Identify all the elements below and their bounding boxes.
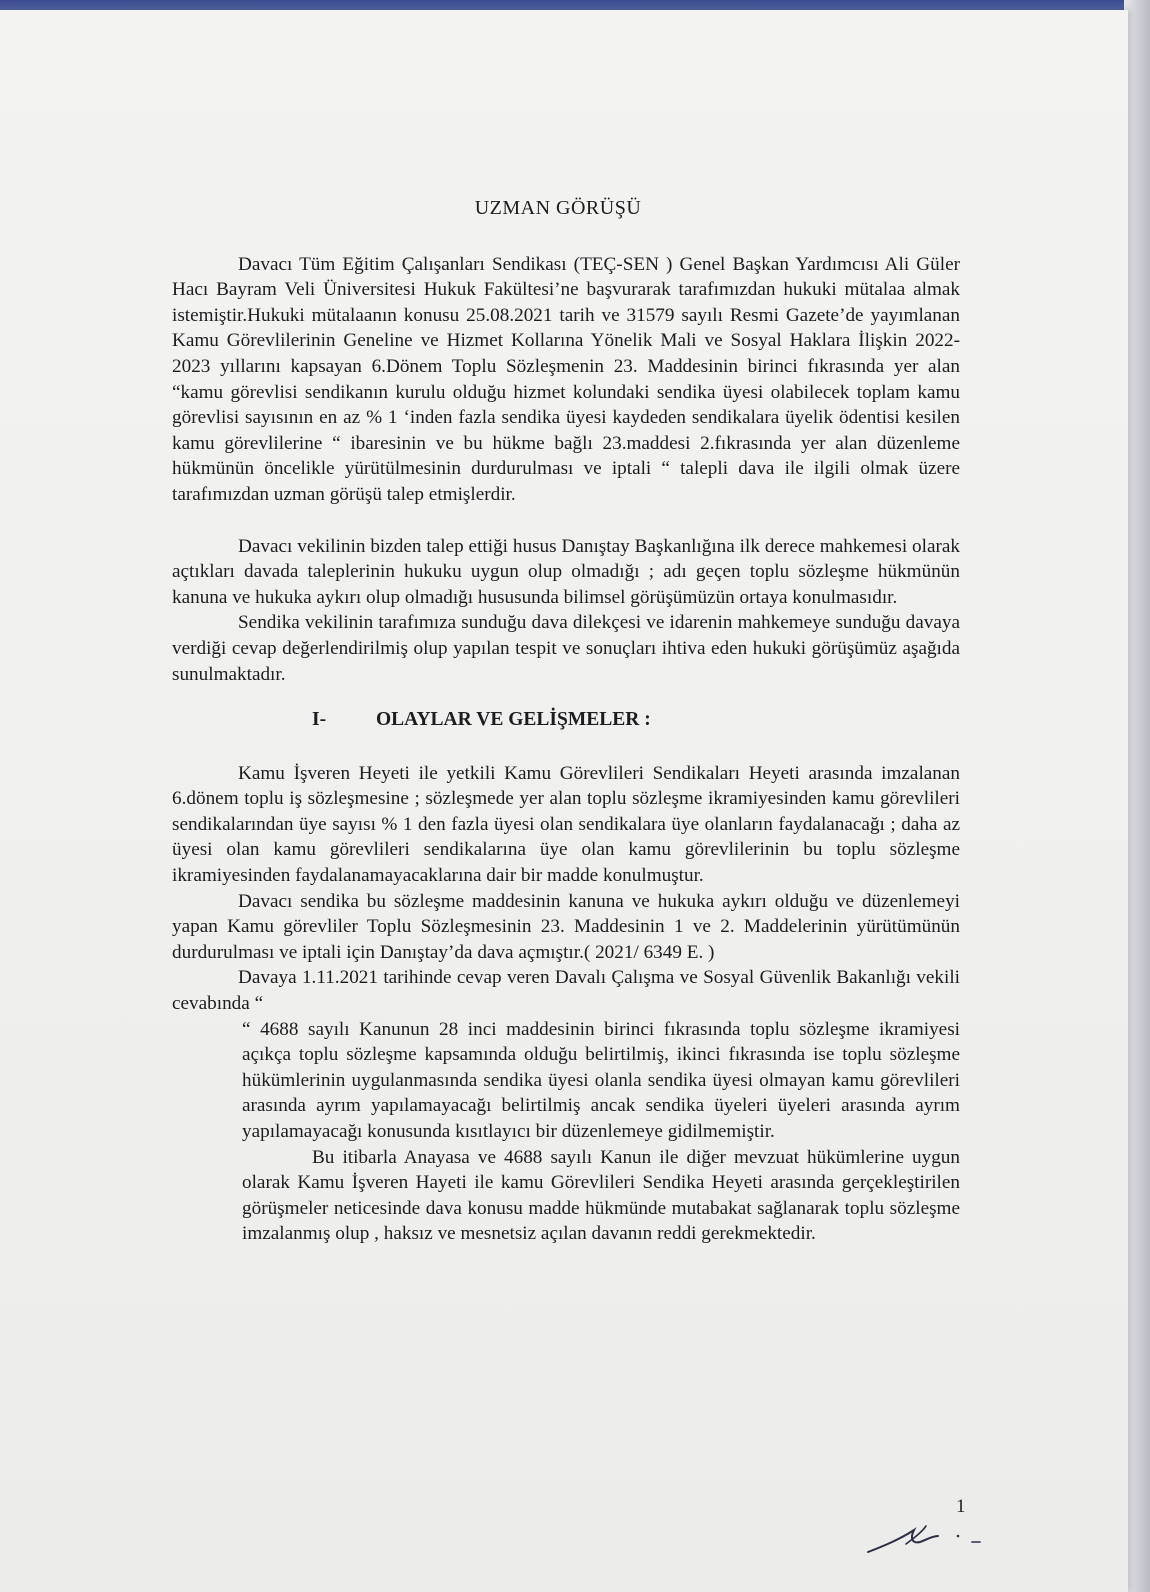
section-paragraph-2: Davacı sendika bu sözleşme maddesinin kanuna ve hukuka aykırı olduğu ve düzenlemeyi yapan Kamu görevliler Toplu Sözleşmesinin 23. Maddesinin 1 ve 2. Maddelerinin yürütümünün durdurulması ve iptali için Danıştay’da dava açmıştır.( 2021/ 6349 E. ) xyxy=(172,890,960,963)
document-title: UZMAN GÖRÜŞÜ xyxy=(474,197,642,219)
section-paragraph-1: Kamu İşveren Heyeti ile yetkili Kamu Görevlileri Sendikaları Heyeti arasında imzalanan 6.dönem toplu iş sözleşmesine ; sözleşmede yer alan toplu sözleşme ikramiyesinden kamu görevlileri sendikalarından üye sayısı % 1 den fazla üyesi olan sendikalara üye olanların faydalanacağı ; daha az üyesi olan kamu görevlileri sendikalarına üye olan kamu görevlilerinin bu toplu sözleşme ikramiyesinden faydalanamayacaklarına dair bir madde konulmuştur. xyxy=(172,762,960,887)
section-paragraph-3: Davaya 1.11.2021 tarihinde cevap veren Davalı Çalışma ve Sosyal Güvenlik Bakanlığı vekili cevabında “ xyxy=(172,967,960,1015)
quoted-response xyxy=(242,1017,960,1247)
intro-paragraph-1: Davacı Tüm Eğitim Çalışanları Sendikası (TEÇ-SEN ) Genel Başkan Yardımcısı Ali Güler Hacı Bayram Veli Üniversitesi Hukuk Fakültesi’ne başvurarak tarafımızdan hukuki mütalaa almak istemiştir.Hukuki mütalaanın konusu 25.08.2021 tarih ve 31579 sayılı Resmi Gazete’de yayımlanan Kamu Görevlilerinin Geneline ve Hizmet Kollarına Yönelik Mali ve Sosyal Haklara İlişkin 2022-2023 yıllarını kapsayan 6.Dönem Toplu Sözleşmenin 23. Maddesinin birinci fıkrasında yer alan “kamu görevlisi sendikanın kurulu olduğu hizmet kolundaki sendika üyesi olabilecek toplam kamu görevlisi sayısının en az % 1 ‘inden fazla sendika üyesi kaydeden sendikalara üyelik ödentisi kesilen kamu görevlilerine “ ibaresinin ve bu hükme bağlı 23.maddesi 2.fıkrasında yer alan düzenleme hükmünün öncelikle yürütülmesinin durdurulması ve iptali “ talepli dava ile ilgili olmak üzere tarafımızdan uzman görüşü talep etmişlerdir. xyxy=(172,253,960,505)
page-number: 1 xyxy=(956,1496,966,1517)
paragraph-gap xyxy=(172,508,960,534)
quote-paragraph-2: Bu itibarla Anayasa ve 4688 sayılı Kanun ile diğer mevzuat hükümlerine uygun olarak Kamu İşveren Hayeti ile kamu Görevlileri Sendika Heyeti arasında gerçekleştirilen görüşmeler neticesinde dava konusu madde hükmünde mutabakat sağlanarak toplu sözleşme imzalanmış olup , haksız ve mesnetsiz açılan davanın reddi gerekmektedir. xyxy=(242,1146,960,1245)
section-heading xyxy=(312,707,960,733)
section-number: I- xyxy=(312,709,327,731)
quote-paragraph-1: “ 4688 sayılı Kanunun 28 inci maddesinin birinci fıkrasında toplu sözleşme ikramiyesi açıkça toplu sözleşme kapsamında olduğu belirtilmiş, ikinci fıkrasında ise toplu sözleşme hükümlerinin uygulanmasında sendika üyesi olanla sendika üyesi olmayan kamu görevlileri arasında ayrım yapılamayacağı belirtilmiş ancak sendika üyeleri üyeleri arasında ayrım yapılamayacağı konusunda kısıtlayıcı bir düzenlemeye gidilmemiştir. xyxy=(242,1018,960,1142)
handwritten-signature xyxy=(862,1514,982,1558)
intro-paragraph-3: Sendika vekilinin tarafımıza sunduğu dava dilekçesi ve idarenin mahkemeye sunduğu davaya verdiği cevap değerlendirilmiş olup yapılan tespit ve sonuçları ihtiva eden hukuki görüşümüz aşağıda sunulmaktadır. xyxy=(172,612,960,685)
document-body xyxy=(172,196,960,1247)
section-title: OLAYLAR VE GELİŞMELER : xyxy=(376,709,651,731)
intro-paragraph-2: Davacı vekilinin bizden talep ettiği husus Danıştay Başkanlığına ilk derece mahkemesi olarak açtıkları davada taleplerinin hukuku uygun olup olmadığı ; adı geçen toplu sözleşme hükmünün kanuna ve hukuka aykırı olup olmadığı hususunda bilimsel görüşümüzün ortaya konulmasıdır. xyxy=(172,535,960,608)
